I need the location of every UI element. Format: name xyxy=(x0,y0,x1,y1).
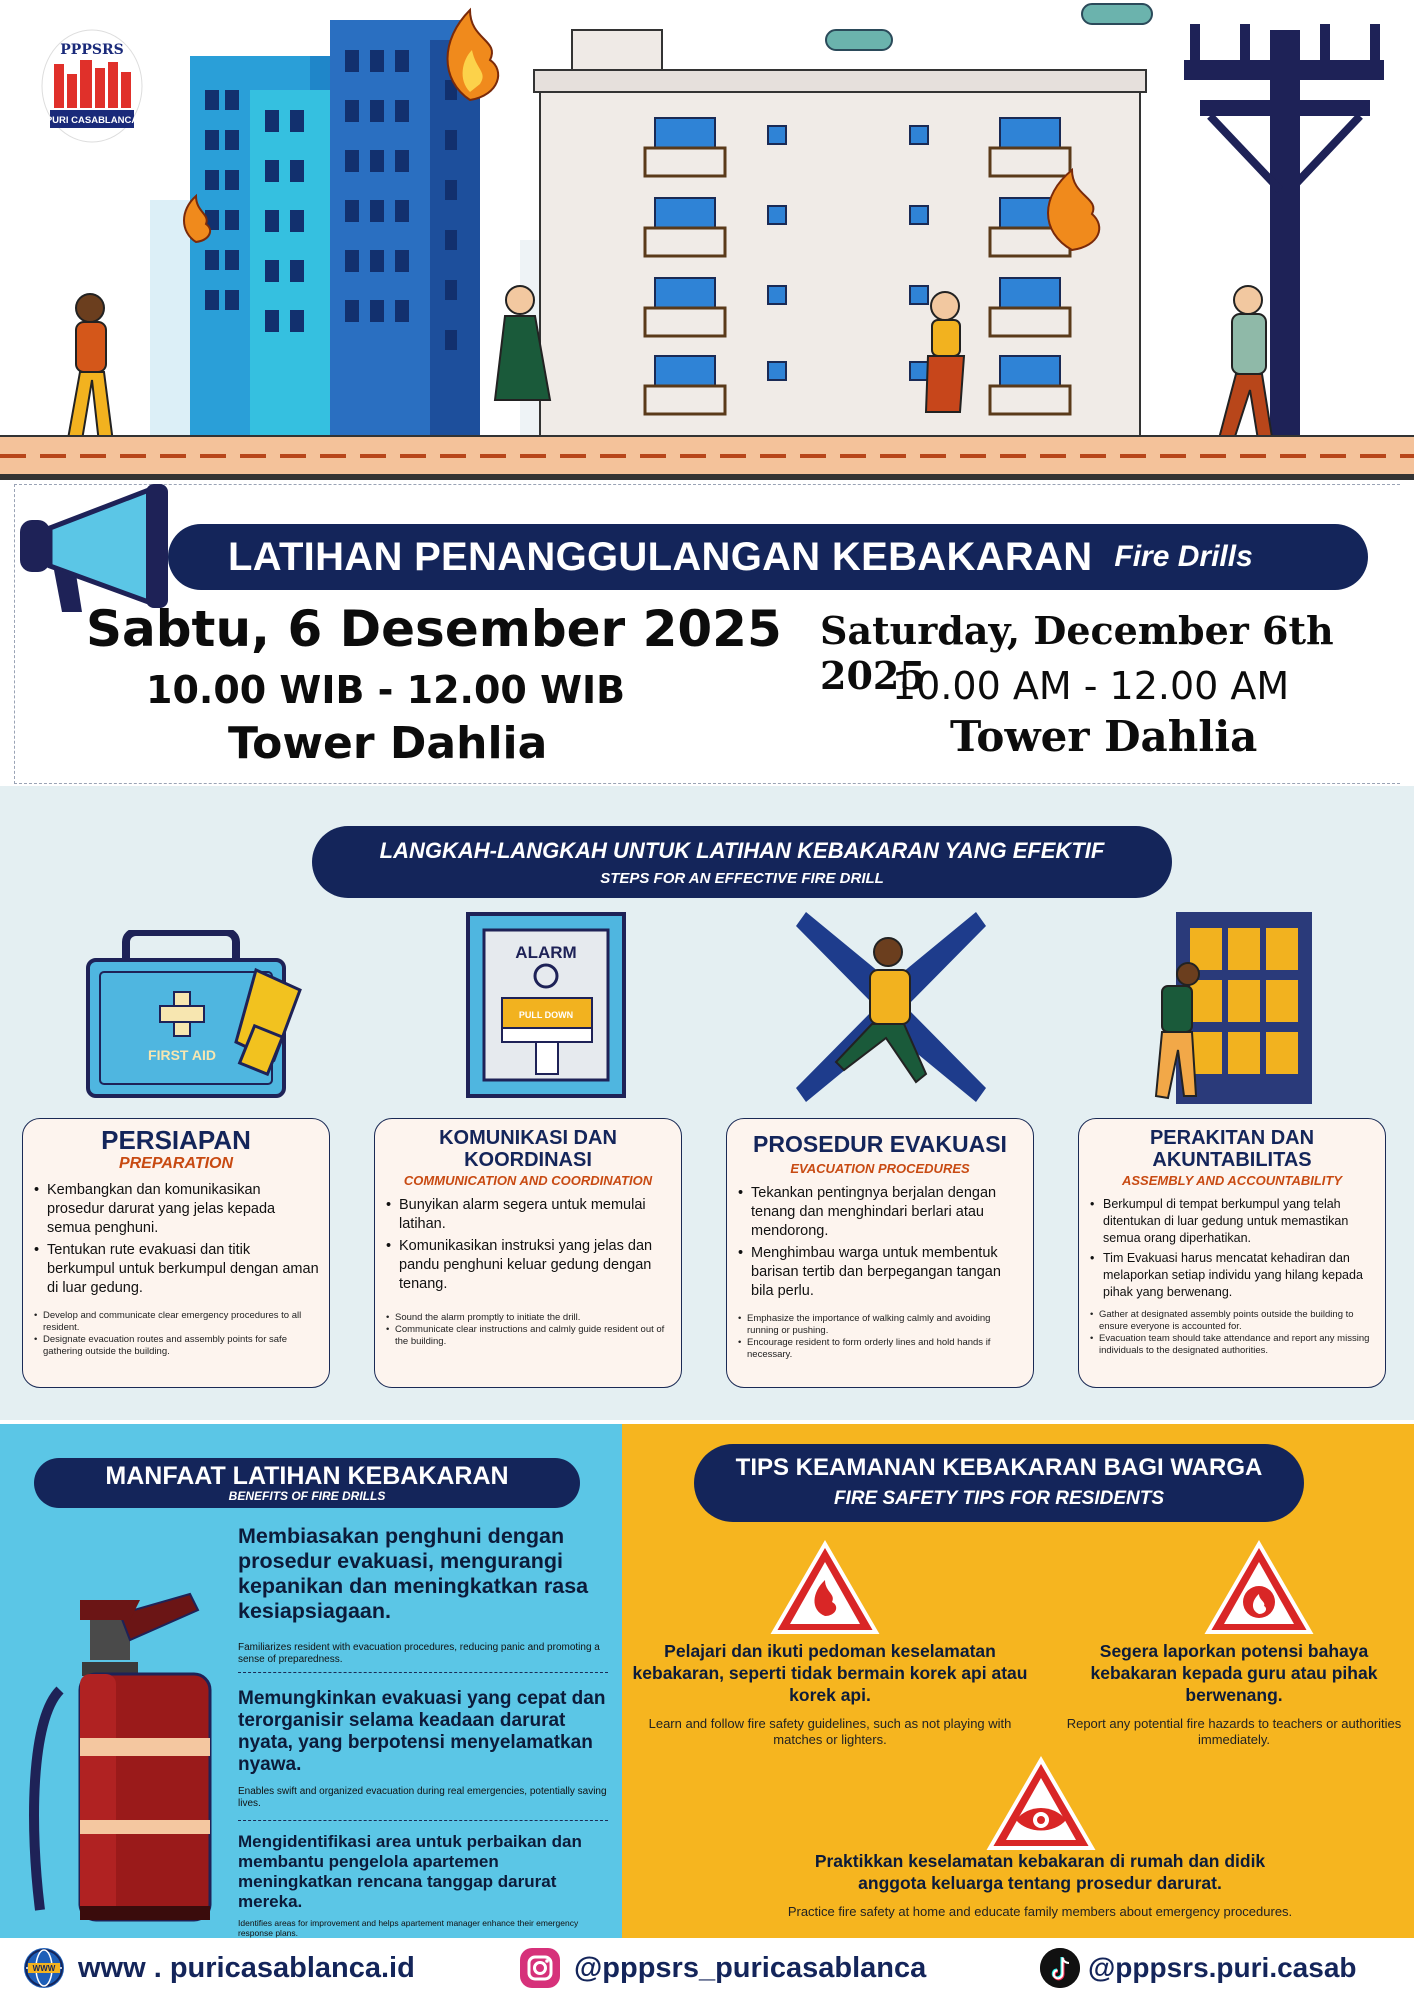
card-title: PERAKITAN DAN AKUNTABILITAS xyxy=(1149,1127,1315,1171)
benefit-divider xyxy=(238,1820,608,1821)
step-card-preparation xyxy=(22,1118,330,1388)
event-location-id: Tower Dahlia xyxy=(228,718,548,769)
tip-item xyxy=(1064,1640,1404,1748)
benefit-item xyxy=(238,1832,610,1938)
card-point: • Menghimbau warga untuk membentuk barisan tertib dan berpegangan tangan bila perlu. xyxy=(737,1244,1023,1301)
fire-extinguisher-icon xyxy=(20,1570,230,1930)
instagram-icon xyxy=(520,1948,560,1988)
steps-title-pill xyxy=(312,826,1172,898)
event-title-sub: Fire Drills xyxy=(1114,540,1253,573)
card-point: • Tentukan rute evakuasi dan titik berkumpul untuk berkumpul dengan aman di luar gedung. xyxy=(33,1241,319,1298)
card-title: KOMUNIKASI DAN KOORDINASI xyxy=(439,1127,617,1171)
fire-warning-icon xyxy=(770,1540,880,1636)
megaphone-icon xyxy=(14,484,184,614)
first-aid-label: FIRST AID xyxy=(148,1047,216,1063)
event-title-banner xyxy=(168,524,1368,590)
step-card-evacuation xyxy=(726,1118,1034,1388)
eye-warning-icon xyxy=(986,1756,1096,1852)
fire-alarm-icon xyxy=(466,912,626,1098)
benefit-item xyxy=(238,1524,610,1666)
steps-title-en: STEPS FOR AN EFFECTIVE FIRE DRILL xyxy=(600,870,884,887)
card-subtitle: PREPARATION xyxy=(118,1155,234,1172)
city-scene-illustration xyxy=(0,0,1414,480)
card-point: • Tekankan pentingnya berjalan dengan tenang dan menghindari berlari atau mendorong. xyxy=(737,1184,1023,1241)
card-subtitle: ASSEMBLY AND ACCOUNTABILITY xyxy=(1121,1173,1343,1188)
card-point-en: • Evacuation team should take attendance and report any missing individuals to the designated authorities. xyxy=(1089,1333,1375,1357)
card-point: • Berkumpul di tempat berkumpul yang telah ditentukan di luar gedung untuk memastikan semua orang diperhatikan. xyxy=(1089,1196,1375,1247)
pppsrs-logo xyxy=(40,28,144,144)
card-point-en: • Sound the alarm promptly to initiate the drill. xyxy=(385,1312,671,1324)
alarm-label: ALARM xyxy=(515,943,577,962)
assembly-window-icon xyxy=(1154,910,1314,1106)
card-point-en: • Designate evacuation routes and assembly points for safe gathering outside the building. xyxy=(33,1334,319,1358)
www-icon-label: WWW xyxy=(32,1964,56,1973)
website-link[interactable]: www . puricasablanca.id xyxy=(78,1951,415,1984)
benefits-title-en: BENEFITS OF FIRE DRILLS xyxy=(228,1489,386,1503)
fire-hazard-icon xyxy=(1204,1540,1314,1636)
card-subtitle: EVACUATION PROCEDURES xyxy=(790,1161,970,1176)
footer-instagram[interactable] xyxy=(520,1948,926,1988)
tip-text-en: Practice fire safety at home and educate family members about emergency procedures. xyxy=(787,1904,1293,1919)
event-date-en: Saturday, December 6th 2025 xyxy=(820,608,1334,698)
card-point: • Komunikasikan instruksi yang jelas dan pandu penghuni keluar gedung dengan tenang. xyxy=(385,1237,671,1294)
card-subtitle: COMMUNICATION AND COORDINATION xyxy=(403,1173,653,1188)
card-title: PERSIAPAN xyxy=(101,1125,251,1155)
pull-down-label: PULL DOWN xyxy=(518,1010,574,1020)
card-point-en: • Encourage resident to form orderly lines and hold hands if necessary. xyxy=(737,1337,1023,1361)
step-card-assembly xyxy=(1078,1118,1386,1388)
tip-text-en: Learn and follow fire safety guidelines, such as not playing with matches or lighters. xyxy=(648,1716,1012,1747)
benefit-divider xyxy=(238,1672,608,1673)
tip-item xyxy=(780,1850,1300,1920)
benefit-text-en: Identifies areas for improvement and helps apartement manager enhance their emergency response plans. xyxy=(238,1918,579,1938)
do-not-run-icon xyxy=(796,912,986,1102)
card-point: • Kembangkan dan komunikasikan prosedur darurat yang jelas kepada semua penghuni. xyxy=(33,1181,319,1238)
benefits-title-id: MANFAAT LATIHAN KEBAKARAN xyxy=(105,1462,509,1490)
benefit-text-en: Familiarizes resident with evacuation procedures, reducing panic and promoting a sense of preparedness. xyxy=(238,1642,600,1665)
hero-illustration xyxy=(0,0,1414,480)
card-point-en: • Emphasize the importance of walking calmly and avoiding running or pushing. xyxy=(737,1313,1023,1337)
event-location-en: Tower Dahlia xyxy=(950,712,1258,761)
tip-text: Segera laporkan potensi bahaya kebakaran kepada guru atau pihak berwenang. xyxy=(1090,1641,1378,1705)
tips-title-pill xyxy=(694,1444,1304,1522)
tips-title-en: FIRE SAFETY TIPS FOR RESIDENTS xyxy=(833,1488,1165,1509)
benefit-text: Memungkinkan evakuasi yang cepat dan terorganisir selama keadaan darurat nyata, yang berpotensi menyelamatkan nyawa. xyxy=(238,1688,606,1775)
tip-text-en: Report any potential fire hazards to teachers or authorities immediately. xyxy=(1066,1716,1402,1747)
event-date-id: Sabtu, 6 Desember 2025 xyxy=(86,600,782,658)
globe-icon xyxy=(24,1948,64,1988)
event-time-id: 10.00 WIB - 12.00 WIB xyxy=(146,668,626,712)
card-point: • Tim Evakuasi harus mencatat kehadiran dan melaporkan setiap individu yang hilang kepada pihak yang berwenang. xyxy=(1089,1250,1375,1301)
tiktok-handle[interactable]: @pppsrs.puri.casab xyxy=(1088,1952,1357,1983)
logo-top-text: PPPSRS xyxy=(60,42,124,58)
benefit-item xyxy=(238,1688,610,1810)
card-point: • Bunyikan alarm segera untuk memulai latihan. xyxy=(385,1196,671,1234)
benefit-text: Membiasakan penghuni dengan prosedur evakuasi, mengurangi kepanikan dan meningkatkan rasa kesiapsiagaan. xyxy=(238,1524,589,1623)
step-card-communication xyxy=(374,1118,682,1388)
steps-title-id: LANGKAH-LANGKAH UNTUK LATIHAN KEBAKARAN YANG EFEKTIF xyxy=(379,838,1105,863)
event-time-en: 10.00 AM - 12.00 AM xyxy=(892,664,1290,708)
first-aid-kit-icon xyxy=(86,930,316,1100)
instagram-handle[interactable]: @pppsrs_puricasablanca xyxy=(574,1951,927,1984)
event-title-main: LATIHAN PENANGGULANGAN KEBAKARAN xyxy=(228,534,1093,579)
footer-tiktok[interactable] xyxy=(1040,1948,1357,1988)
card-point-en: • Develop and communicate clear emergency procedures to all resident. xyxy=(33,1310,319,1334)
tiktok-icon xyxy=(1040,1948,1080,1988)
benefit-text: Mengidentifikasi area untuk perbaikan dan membantu pengelola apartemen meningkatkan rencana tanggap darurat mereka. xyxy=(238,1832,582,1911)
card-point-en: • Gather at designated assembly points outside the building to ensure everyone is accounted for. xyxy=(1089,1309,1375,1333)
tips-title-id: TIPS KEAMANAN KEBAKARAN BAGI WARGA xyxy=(735,1454,1263,1481)
logo-bottom-text: PURI CASABLANCA xyxy=(45,115,139,126)
footer-website[interactable] xyxy=(24,1948,415,1988)
tip-text: Praktikkan keselamatan kebakaran di rumah dan didik anggota keluarga tentang prosedur darurat. xyxy=(814,1851,1266,1893)
card-point-en: • Communicate clear instructions and calmly guide resident out of the building. xyxy=(385,1324,671,1348)
tip-text: Pelajari dan ikuti pedoman keselamatan kebakaran, seperti tidak bermain korek api atau korek api. xyxy=(632,1641,1028,1705)
card-title: PROSEDUR EVAKUASI xyxy=(753,1131,1007,1157)
tip-item xyxy=(626,1640,1034,1748)
benefit-text-en: Enables swift and organized evacuation during real emergencies, potentially saving lives. xyxy=(238,1786,607,1809)
benefits-title-pill xyxy=(34,1458,580,1508)
